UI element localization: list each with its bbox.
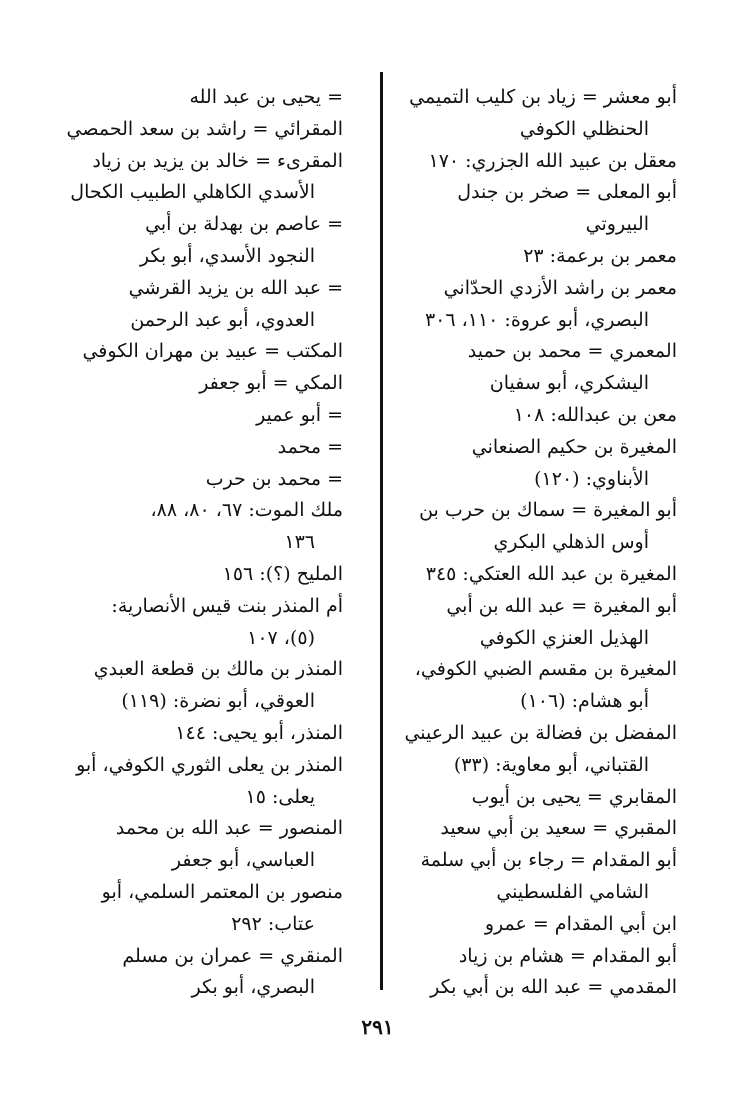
index-entry bbox=[377, 146, 677, 178]
entry-line: المنصور = عبد الله بن محمد bbox=[115, 817, 343, 840]
entry-continuation: أوس الذهلي البكري bbox=[493, 531, 649, 554]
index-entry bbox=[43, 813, 343, 877]
entry-line: = يحيى بن عبد الله bbox=[189, 86, 343, 108]
index-entry bbox=[377, 972, 677, 1004]
index-entry bbox=[43, 146, 343, 210]
index-entry bbox=[377, 941, 677, 973]
entry-line: المغيرة بن عبد الله العتكي: ٣٤٥ bbox=[425, 562, 677, 585]
entry-continuation: الحنظلي الكوفي bbox=[519, 117, 649, 140]
index-entry bbox=[43, 400, 343, 432]
index-entry bbox=[43, 82, 343, 114]
entry-line: أبو المقدام = هشام بن زياد bbox=[458, 944, 677, 967]
index-entry bbox=[43, 718, 343, 750]
index-entry bbox=[377, 813, 677, 845]
index-entry bbox=[43, 336, 343, 368]
entry-line: المنقري = عمران بن مسلم bbox=[122, 944, 343, 967]
entry-line: المنذر، أبو يحيى: ١٤٤ bbox=[175, 721, 343, 744]
entry-continuation: العدوي، أبو عبد الرحمن bbox=[130, 308, 315, 331]
entry-continuation: النجود الأسدي، أبو بكر bbox=[139, 244, 315, 267]
entry-line: المكتب = عبيد بن مهران الكوفي bbox=[82, 340, 343, 363]
index-entry bbox=[43, 654, 343, 718]
index-entry bbox=[43, 464, 343, 496]
entry-continuation: الهذيل العنزي الكوفي bbox=[479, 626, 649, 649]
entry-continuation: أبو هشام: (١٠٦) bbox=[520, 690, 649, 713]
index-entry bbox=[43, 559, 343, 591]
index-entry bbox=[43, 495, 343, 559]
index-entry bbox=[377, 495, 677, 559]
entry-line: المعمري = محمد بن حميد bbox=[467, 340, 677, 363]
entry-line: = أبو عمير bbox=[256, 403, 343, 426]
index-entry bbox=[377, 400, 677, 432]
index-entry bbox=[377, 591, 677, 655]
left-column bbox=[43, 82, 343, 1004]
index-entry bbox=[377, 177, 677, 241]
entry-line: المليح (؟): ١٥٦ bbox=[222, 562, 343, 585]
entry-line: = عبد الله بن يزيد القرشي bbox=[128, 276, 343, 299]
entry-line: = محمد بن حرب bbox=[205, 467, 343, 490]
index-entry bbox=[43, 877, 343, 941]
index-entry bbox=[43, 591, 343, 655]
column-divider bbox=[380, 72, 383, 990]
entry-line: معقل بن عبيد الله الجزري: ١٧٠ bbox=[428, 149, 677, 172]
entry-line: معمر بن راشد الأزدي الحدّاني bbox=[443, 276, 677, 299]
index-entry bbox=[377, 654, 677, 718]
entry-line: المقرىء = خالد بن يزيد بن زياد bbox=[92, 149, 343, 172]
entry-line: أبو المغيرة = سماك بن حرب بن bbox=[419, 499, 677, 522]
entry-continuation: القتباني، أبو معاوية: (٣٣) bbox=[453, 753, 649, 776]
index-entry bbox=[43, 432, 343, 464]
entry-line: منصور بن المعتمر السلمي، أبو bbox=[101, 880, 343, 903]
entry-line: المكي = أبو جعفر bbox=[199, 372, 343, 395]
entry-continuation: الأسدي الكاهلي الطبيب الكحال bbox=[70, 181, 315, 204]
page-number: ٢٩١ bbox=[361, 1015, 394, 1039]
entry-line: المفضل بن فضالة بن عبيد الرعيني bbox=[404, 721, 677, 744]
index-entry bbox=[377, 845, 677, 909]
entry-line: المقدمي = عبد الله بن أبي بكر bbox=[430, 976, 677, 999]
entry-line: معمر بن برعمة: ٢٣ bbox=[523, 244, 677, 267]
index-entry bbox=[377, 241, 677, 273]
entry-line: المقبري = سعيد بن أبي سعيد bbox=[440, 817, 677, 840]
index-entry bbox=[43, 114, 343, 146]
index-entry bbox=[43, 750, 343, 814]
entry-line: = محمد bbox=[277, 435, 343, 458]
entry-line: معن بن عبدالله: ١٠٨ bbox=[513, 403, 677, 426]
entry-line: المنذر بن مالك بن قطعة العبدي bbox=[93, 658, 343, 681]
entry-continuation: ١٣٦ bbox=[284, 531, 315, 554]
entry-line: المقرائي = راشد بن سعد الحمصي bbox=[66, 117, 343, 140]
entry-continuation: الشامي الفلسطيني bbox=[496, 880, 649, 903]
entry-line: المغيرة بن حكيم الصنعاني bbox=[471, 435, 677, 458]
index-entry bbox=[377, 718, 677, 782]
entry-continuation: العباسي، أبو جعفر bbox=[171, 849, 315, 872]
right-column bbox=[377, 82, 677, 1004]
entry-line: = عاصم بن بهدلة بن أبي bbox=[145, 213, 343, 236]
index-entry bbox=[377, 432, 677, 496]
index-entry bbox=[377, 273, 677, 337]
entry-continuation: الأبناوي: (١٢٠) bbox=[534, 467, 649, 490]
entry-line: المنذر بن يعلى الثوري الكوفي، أبو bbox=[76, 753, 343, 776]
entry-continuation: اليشكري، أبو سفيان bbox=[489, 372, 649, 395]
index-entry bbox=[377, 559, 677, 591]
entry-line: المقابري = يحيى بن أيوب bbox=[471, 785, 677, 808]
entry-line: أبو المقدام = رجاء بن أبي سلمة bbox=[420, 849, 677, 872]
entry-line: أبو المعلى = صخر بن جندل bbox=[457, 181, 677, 204]
entry-line: ملك الموت: ٦٧، ٨٠، ٨٨، bbox=[150, 499, 343, 522]
index-entry bbox=[377, 909, 677, 941]
entry-continuation: البصري، أبو عروة: ١١٠، ٣٠٦ bbox=[424, 308, 649, 331]
entry-line: أبو المغيرة = عبد الله بن أبي bbox=[446, 594, 677, 617]
entry-line: المغيرة بن مقسم الضبي الكوفي، bbox=[414, 658, 677, 681]
index-entry bbox=[377, 782, 677, 814]
index-entry bbox=[43, 273, 343, 337]
entry-continuation: البيروتي bbox=[585, 213, 649, 236]
entry-line: أبو معشر = زياد بن كليب التميمي bbox=[409, 86, 677, 108]
index-entry bbox=[377, 82, 677, 146]
entry-continuation: البصري، أبو بكر bbox=[191, 976, 315, 999]
entry-continuation: (٥)، ١٠٧ bbox=[247, 626, 315, 649]
index-entry bbox=[43, 209, 343, 273]
index-entry bbox=[377, 336, 677, 400]
index-entry bbox=[43, 368, 343, 400]
entry-line: أم المنذر بنت قيس الأنصارية: bbox=[111, 594, 343, 617]
entry-continuation: يعلى: ١٥ bbox=[245, 785, 315, 808]
entry-line: ابن أبي المقدام = عمرو bbox=[484, 912, 677, 935]
entry-continuation: العوقي، أبو نضرة: (١١٩) bbox=[121, 690, 315, 713]
index-entry bbox=[43, 941, 343, 1005]
entry-continuation: عتاب: ٢٩٢ bbox=[231, 912, 315, 935]
